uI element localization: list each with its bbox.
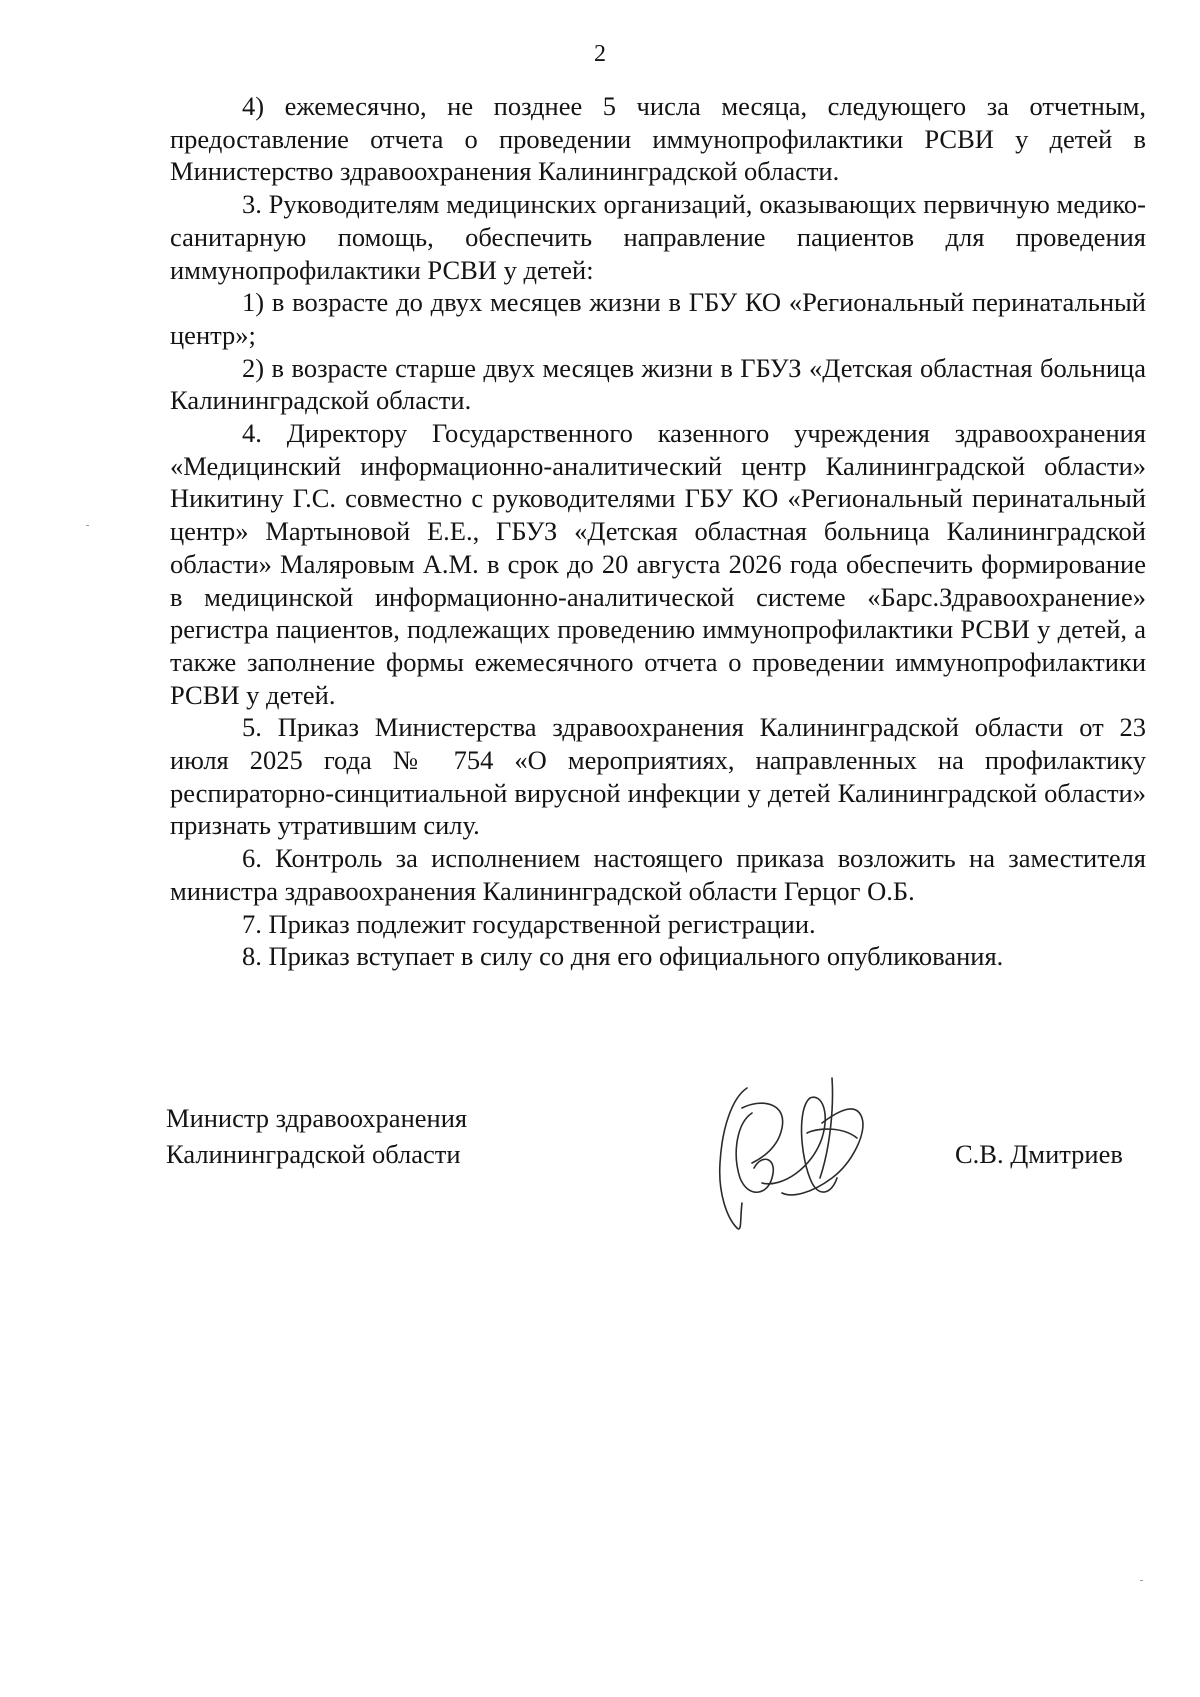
signature-stroke-6 bbox=[820, 1078, 833, 1178]
signatory-title-line-1: Министр здравоохранения bbox=[166, 1103, 468, 1133]
handwritten-signature bbox=[692, 1068, 882, 1238]
signature-stroke-1 bbox=[720, 1088, 747, 1229]
signatory-title-line-2: Калининградской области bbox=[166, 1139, 461, 1169]
paragraph-item-5: 5. Приказ Министерства здравоохранения Калининградской области от 23 июля 2025 года № 754 «О мероприятиях, направленных на профилактику респираторно-синцитиальной вирусной инфекции у детей Калининградской области» признать утратившим силу. bbox=[170, 712, 1146, 841]
paragraph-item-7: 7. Приказ подлежит государственной регистрации. bbox=[242, 908, 816, 939]
signature-stroke-3 bbox=[742, 1103, 783, 1163]
paragraph-item-6: 6. Контроль за исполнением настоящего приказа возложить на заместителя министра здравоохранения Калининградской области Герцог О.Б. bbox=[170, 843, 1146, 906]
document-body bbox=[170, 90, 1146, 973]
paragraph-item-3-2: 2) в возрасте старше двух месяцев жизни в ГБУЗ «Детская областная больница Калининградской области. bbox=[170, 352, 1146, 416]
paragraph-item-3: 3. Руководителям медицинских организаций, оказывающих первичную медико-санитарную помощь, обеспечить направление пациентов для проведения иммунопрофилактики РСВИ у детей: bbox=[170, 189, 1146, 285]
signature-stroke-4 bbox=[762, 1097, 837, 1192]
paragraph-item-4-4: 4) ежемесячно, не позднее 5 числа месяца, следующего за отчетным, предоставление отчета о проведении иммунопрофилактики РСВИ у детей в Министерство здравоохранения Калининградской области. bbox=[170, 91, 1146, 187]
signature-stroke-7 bbox=[807, 1129, 857, 1138]
scan-speck bbox=[86, 525, 89, 526]
page-number: 2 bbox=[594, 41, 606, 67]
paragraph-item-4: 4. Директору Государственного казенного учреждения здравоохранения «Медицинский информационно-аналитический центр Калининградской области» Никитину Г.С. совместно с руководителями ГБУ КО «Региональный перинатальный центр» Мартыновой Е.Е., ГБУЗ «Детская областная больница Калининградской области» Маляровым А.М. в срок до 20 августа 2026 года обеспечить формирование в медицинской информационно-аналитической системе «Барс.Здравоохранение» регистра пациентов, подлежащих проведению иммунопрофилактики РСВИ у детей, а также заполнение формы ежемесячного отчета о проведении иммунопрофилактики РСВИ у детей. bbox=[170, 418, 1146, 710]
signatory-title bbox=[166, 1100, 467, 1172]
paragraph-item-3-1: 1) в возрасте до двух месяцев жизни в ГБУ КО «Региональный перинатальный центр»; bbox=[170, 287, 1146, 350]
paragraph-item-8: 8. Приказ вступает в силу со дня его официального опубликования. bbox=[242, 941, 1004, 972]
scan-speck bbox=[1140, 1580, 1143, 1581]
signatory-name: С.В. Дмитриев bbox=[955, 1139, 1123, 1169]
signature-stroke-5 bbox=[782, 1109, 863, 1195]
